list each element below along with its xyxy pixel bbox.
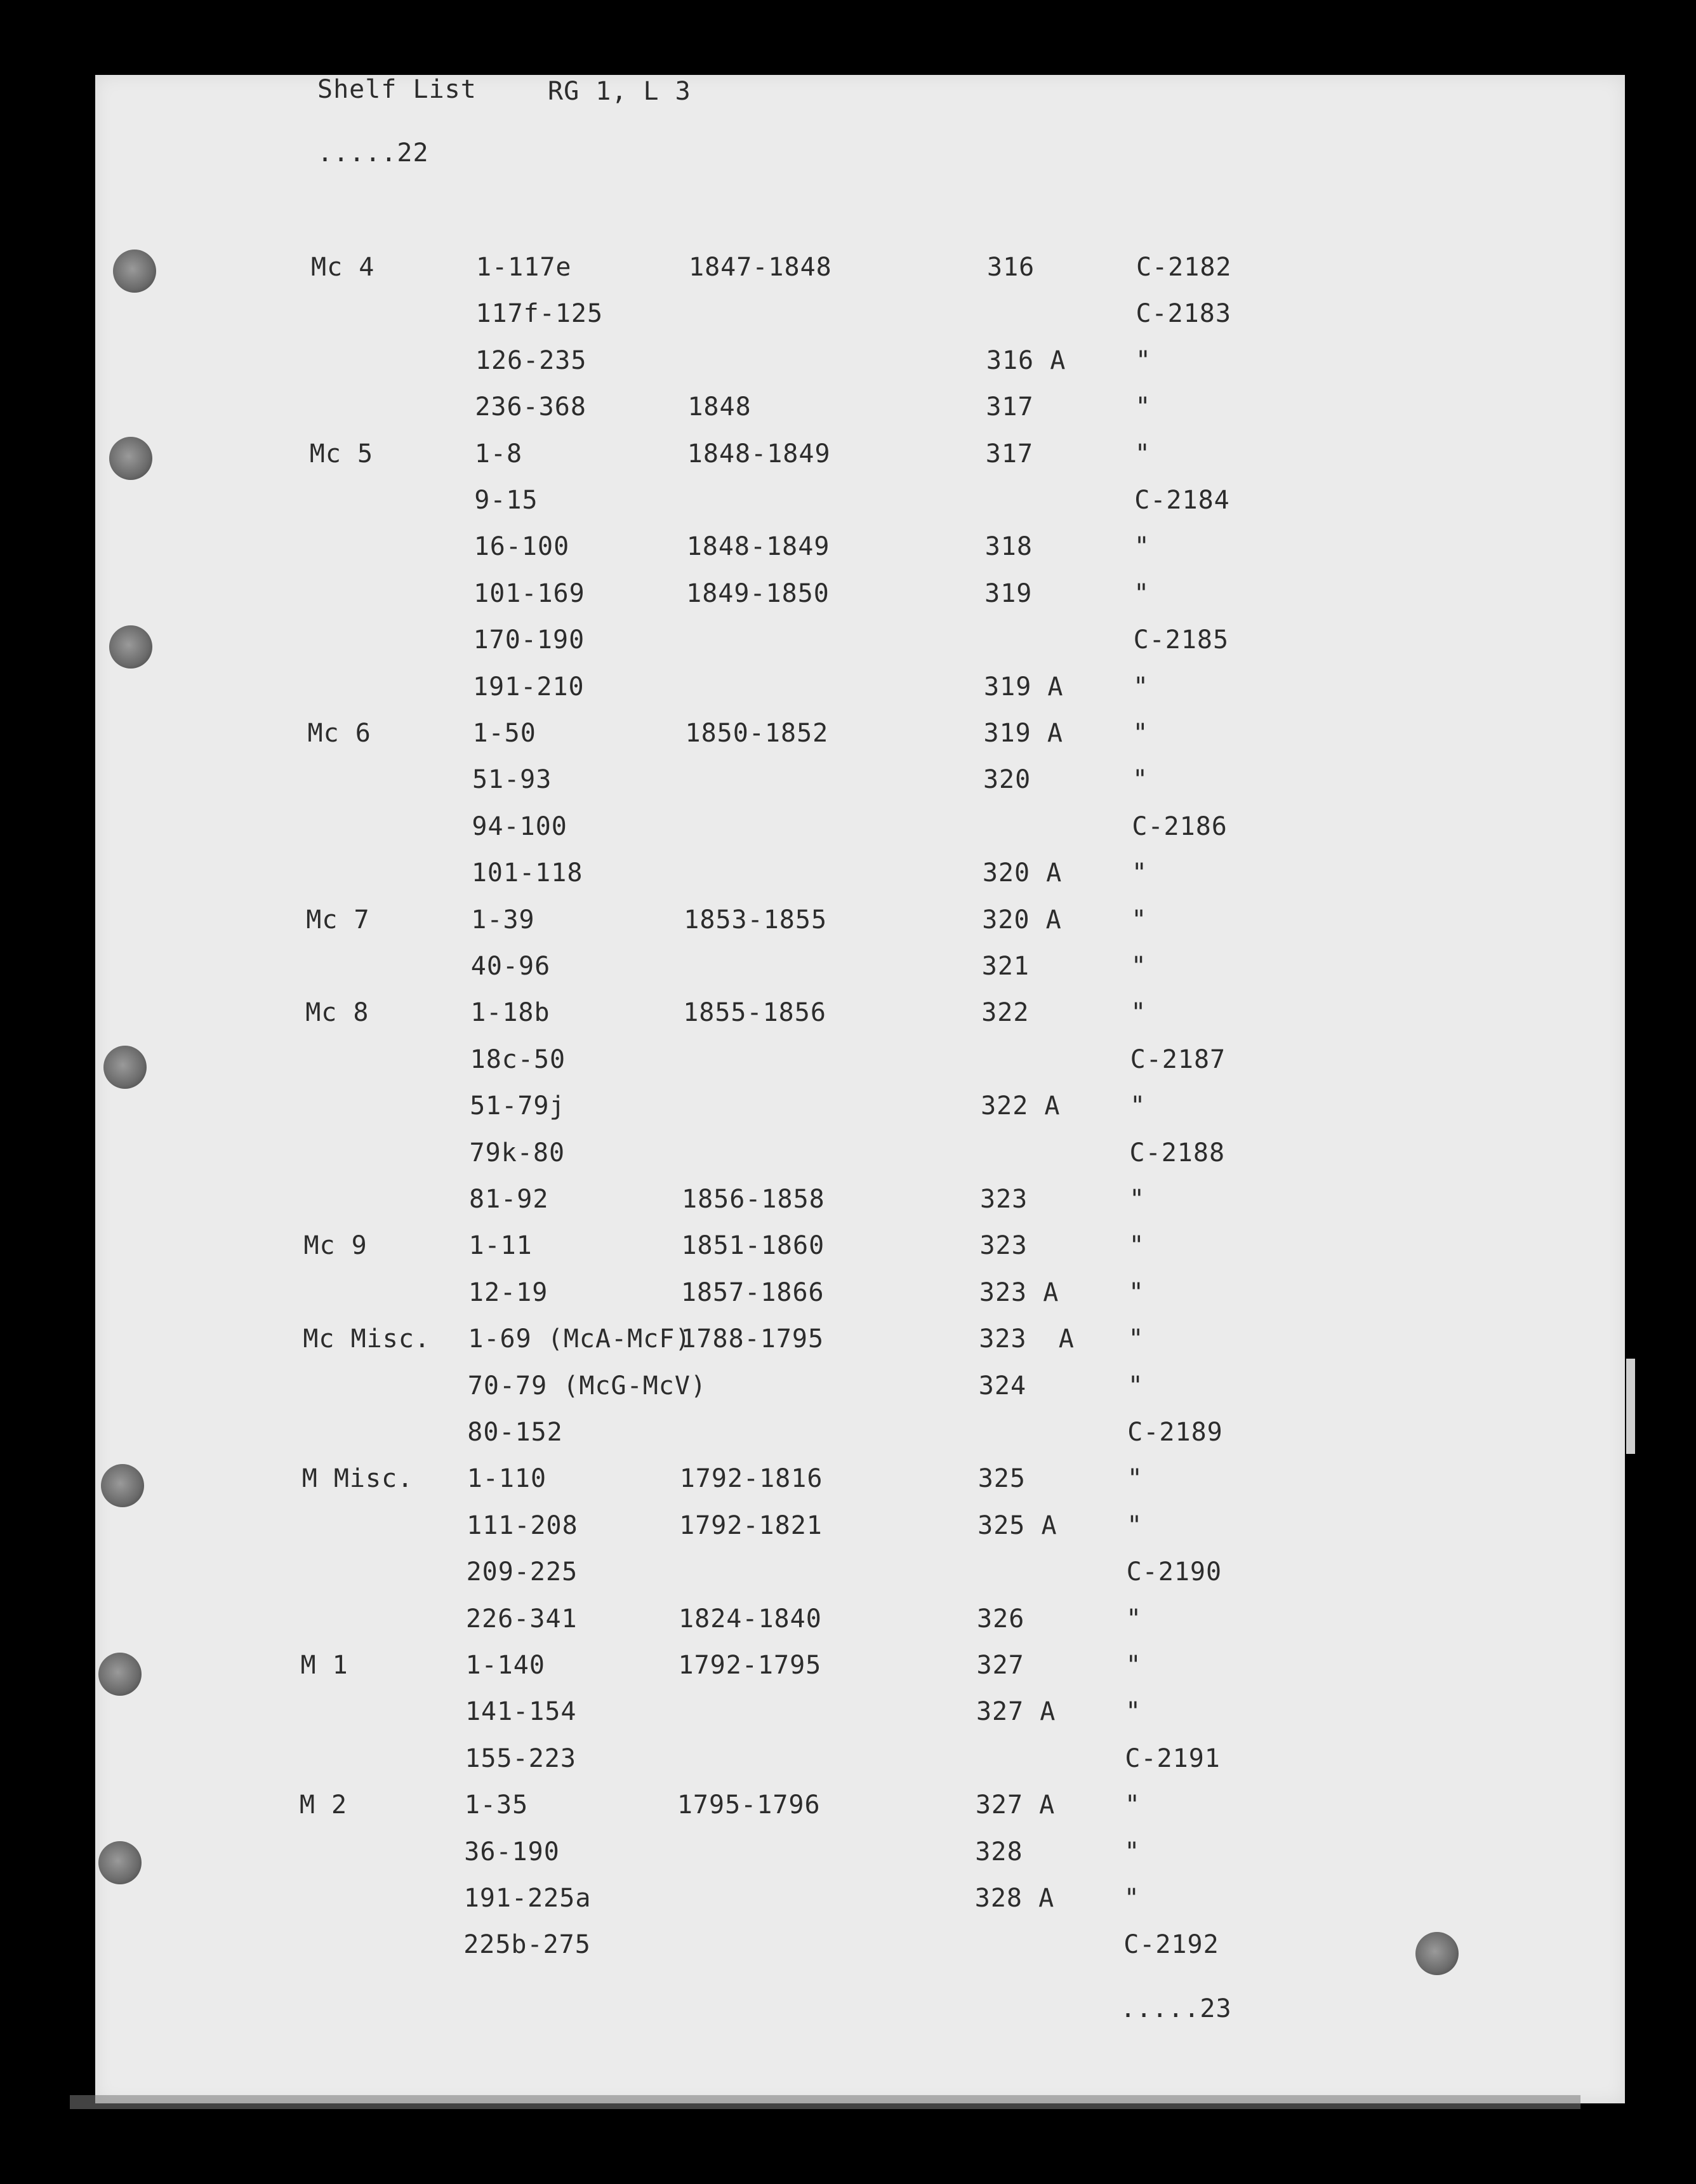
box-cell: M Misc.	[301, 1464, 414, 1494]
folder-range-cell: 36-190	[464, 1837, 560, 1867]
film-number-cell: "	[1128, 1324, 1144, 1354]
date-range-cell: 1850-1852	[685, 719, 829, 748]
date-range-cell: 1788-1795	[680, 1324, 825, 1354]
reel-cell: 326	[977, 1604, 1025, 1634]
film-number-cell: "	[1133, 672, 1149, 702]
film-number-cell: C-2182	[1136, 253, 1232, 282]
film-number-cell: C-2186	[1132, 811, 1228, 841]
punch-hole	[113, 250, 156, 293]
reel-cell: 317	[986, 392, 1034, 422]
film-number-cell: "	[1127, 1464, 1143, 1494]
reel-cell: 319 A	[984, 672, 1064, 702]
page-bottom-edge	[70, 2095, 1580, 2109]
folder-range-cell: 191-225a	[463, 1884, 592, 1913]
film-number-cell: C-2189	[1127, 1418, 1223, 1447]
document-page	[95, 75, 1625, 2103]
date-range-cell: 1792-1816	[679, 1464, 823, 1494]
box-cell: Mc 6	[307, 719, 371, 748]
folder-range-cell: 126-235	[475, 345, 587, 375]
folder-range-cell: 80-152	[467, 1418, 563, 1447]
folder-range-cell: 209-225	[466, 1557, 578, 1587]
reel-cell: 317	[985, 439, 1034, 469]
footer-page-ref: .....23	[1120, 1994, 1232, 2023]
date-range-cell: 1792-1795	[678, 1651, 822, 1680]
reel-cell: 320 A	[982, 858, 1063, 888]
folder-range-cell: 40-96	[470, 952, 551, 981]
folder-range-cell: 225b-275	[463, 1930, 591, 1960]
punch-hole	[101, 1464, 144, 1507]
folder-range-cell: 155-223	[465, 1743, 576, 1773]
folder-range-cell: 101-169	[474, 578, 585, 608]
reel-cell: 324	[978, 1371, 1027, 1401]
film-number-cell: "	[1129, 1231, 1145, 1261]
folder-range-cell: 1-117e	[476, 253, 572, 282]
box-cell: M 1	[300, 1651, 348, 1680]
box-cell: Mc 9	[303, 1231, 368, 1261]
folder-range-cell: 51-93	[472, 765, 552, 795]
film-number-cell: "	[1128, 1277, 1144, 1307]
film-number-cell: "	[1125, 1697, 1142, 1727]
reel-cell: 322	[981, 998, 1030, 1028]
film-number-cell: "	[1135, 392, 1151, 422]
box-cell: Mc Misc.	[303, 1324, 430, 1354]
film-number-cell: "	[1127, 1510, 1143, 1540]
folder-range-cell: 111-208	[467, 1510, 578, 1540]
film-number-cell: C-2191	[1125, 1743, 1221, 1773]
folder-range-cell: 12-19	[468, 1277, 548, 1307]
reel-cell: 321	[981, 952, 1030, 981]
reel-cell: 323 A	[979, 1277, 1059, 1307]
film-number-cell: C-2187	[1130, 1044, 1226, 1074]
header-title: Shelf List	[317, 75, 477, 104]
film-number-cell: "	[1131, 905, 1148, 935]
reel-cell: 325	[977, 1464, 1026, 1494]
date-range-cell: 1856-1858	[682, 1185, 825, 1214]
folder-range-cell: 94-100	[472, 811, 567, 841]
folder-range-cell: 191-210	[473, 672, 585, 702]
film-number-cell: "	[1130, 1091, 1146, 1121]
folder-range-cell: 117f-125	[475, 299, 604, 329]
folder-range-cell: 81-92	[469, 1185, 549, 1214]
punch-hole	[109, 625, 152, 669]
film-number-cell: "	[1132, 719, 1149, 748]
scan-artifact	[1626, 1359, 1635, 1454]
date-range-cell: 1792-1821	[679, 1510, 823, 1540]
folder-range-cell: 9-15	[474, 486, 538, 515]
folder-range-cell: 1-69 (McA-McF)	[468, 1324, 691, 1354]
film-number-cell: "	[1134, 439, 1151, 469]
film-number-cell: "	[1129, 1185, 1146, 1214]
folder-range-cell: 141-154	[465, 1697, 577, 1727]
box-cell: Mc 5	[309, 439, 374, 469]
reel-cell: 316	[987, 253, 1035, 282]
reel-cell: 327	[976, 1651, 1024, 1680]
reel-cell: 319	[984, 578, 1033, 608]
folder-range-cell: 1-140	[465, 1651, 545, 1680]
folder-range-cell: 170-190	[473, 625, 585, 655]
punch-hole	[1415, 1932, 1459, 1975]
date-range-cell: 1857-1866	[680, 1277, 825, 1307]
film-number-cell: "	[1124, 1837, 1141, 1867]
reel-cell: 325 A	[977, 1510, 1057, 1540]
film-number-cell: C-2185	[1133, 625, 1229, 655]
punch-hole	[103, 1046, 147, 1089]
box-cell: Mc 4	[311, 253, 375, 282]
film-number-cell: "	[1134, 532, 1150, 562]
film-number-cell: "	[1125, 1651, 1142, 1680]
film-number-cell: "	[1127, 1371, 1144, 1401]
folder-range-cell: 226-341	[466, 1604, 578, 1634]
date-range-cell: 1848-1849	[687, 439, 831, 469]
reel-cell: 320 A	[982, 905, 1062, 935]
folder-range-cell: 79k-80	[469, 1138, 566, 1168]
box-cell: Mc 7	[306, 905, 370, 935]
folder-range-cell: 1-8	[474, 439, 523, 469]
film-number-cell: "	[1134, 578, 1150, 608]
date-range-cell: 1853-1855	[684, 905, 828, 935]
reel-cell: 327 A	[975, 1790, 1056, 1820]
reel-cell: 328	[975, 1837, 1023, 1867]
reel-cell: 327 A	[976, 1697, 1056, 1727]
film-number-cell: "	[1126, 1604, 1143, 1634]
date-range-cell: 1849-1850	[686, 578, 830, 608]
punch-hole	[98, 1841, 142, 1884]
date-range-cell: 1847-1848	[689, 253, 832, 282]
punch-hole	[109, 437, 152, 480]
reel-cell: 316 A	[986, 345, 1066, 375]
folder-range-cell: 51-79j	[470, 1091, 566, 1121]
film-number-cell: C-2184	[1134, 486, 1230, 515]
folder-range-cell: 1-35	[464, 1790, 529, 1820]
film-number-cell: "	[1130, 952, 1147, 981]
folder-range-cell: 101-118	[471, 858, 583, 888]
film-number-cell: "	[1132, 765, 1149, 795]
date-range-cell: 1851-1860	[681, 1231, 825, 1261]
film-number-cell: "	[1124, 1790, 1141, 1820]
reel-cell: 322 A	[981, 1091, 1061, 1121]
reel-cell: 318	[984, 532, 1033, 562]
film-number-cell: "	[1123, 1884, 1140, 1913]
box-cell: Mc 8	[305, 998, 369, 1028]
folder-range-cell: 18c-50	[470, 1044, 566, 1074]
film-number-cell: C-2188	[1129, 1138, 1226, 1168]
film-number-cell: C-2190	[1126, 1557, 1222, 1587]
film-number-cell: "	[1131, 858, 1148, 888]
folder-range-cell: 16-100	[474, 532, 570, 562]
header-page-ref: .....22	[317, 138, 429, 168]
date-range-cell: 1795-1796	[677, 1790, 821, 1820]
folder-range-cell: 1-110	[467, 1464, 547, 1494]
date-range-cell: 1824-1840	[679, 1604, 822, 1634]
date-range-cell: 1855-1856	[683, 998, 826, 1028]
punch-hole	[98, 1653, 142, 1696]
reel-cell: 323	[980, 1185, 1028, 1214]
reel-cell: 319 A	[983, 719, 1063, 748]
box-cell: M 2	[299, 1790, 348, 1820]
folder-range-cell: 1-50	[472, 719, 536, 748]
reel-cell: 323 A	[979, 1324, 1075, 1354]
reel-cell: 328 A	[974, 1884, 1055, 1913]
film-number-cell: C-2192	[1123, 1930, 1219, 1960]
reel-cell: 323	[979, 1231, 1028, 1261]
header-record-group: RG 1, L 3	[548, 77, 691, 106]
film-number-cell: C-2183	[1136, 299, 1231, 329]
folder-range-cell: 1-18b	[470, 998, 550, 1028]
date-range-cell: 1848	[687, 392, 752, 422]
film-number-cell: "	[1130, 998, 1147, 1028]
folder-range-cell: 1-39	[471, 905, 535, 935]
folder-range-cell: 70-79 (McG-McV)	[467, 1371, 707, 1401]
reel-cell: 320	[983, 765, 1031, 795]
date-range-cell: 1848-1849	[686, 532, 830, 562]
folder-range-cell: 1-11	[468, 1231, 533, 1261]
film-number-cell: "	[1135, 345, 1151, 375]
folder-range-cell: 236-368	[475, 392, 586, 422]
